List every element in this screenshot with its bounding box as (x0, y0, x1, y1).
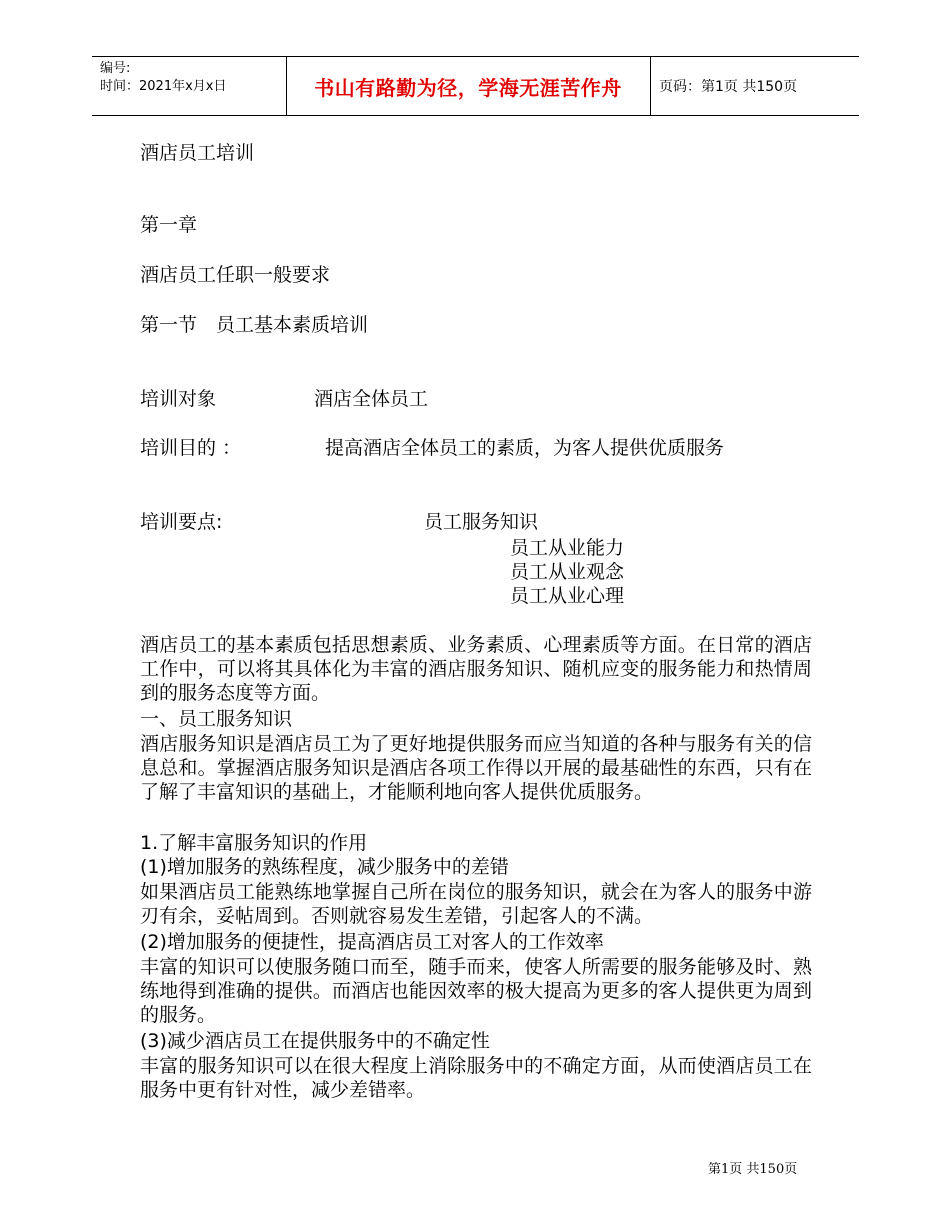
paragraph-service-knowledge: 酒店服务知识是酒店员工为了更好地提供服务而应当知道的各种与服务有关的信息总和。掌握酒店服务知识是酒店各项工作得以开展的最基础性的东西，只有在了解了丰富知识的基础上，才能顺利地向客人提供优质服务。 (140, 733, 812, 803)
training-point-item: 员工从业观念 (510, 561, 625, 583)
training-goal-value: 提高酒店全体员工的素质，为客人提供优质服务 (325, 437, 725, 459)
training-point-item: 员工从业能力 (510, 537, 625, 559)
paragraph-uncertainty: 丰富的服务知识可以在很大程度上消除服务中的不确定方面，从而使酒店员工在服务中更有针对性，减少差错率。 (140, 1055, 812, 1101)
intro-paragraph: 酒店员工的基本素质包括思想素质、业务素质、心理素质等方面。在日常的酒店工作中，可以将其具体化为丰富的酒店服务知识、随机应变的服务能力和热情周到的服务态度等方面。 (140, 634, 812, 704)
page-footer: 第1页 共150页 (708, 1162, 798, 1177)
header-meta (100, 60, 226, 96)
header-divider-right (650, 57, 651, 115)
subheading-uncertainty: (3)减少酒店员工在提供服务中的不确定性 (140, 1030, 490, 1052)
paragraph-proficiency: 如果酒店员工能熟练地掌握自己所在岗位的服务知识，就会在为客人的服务中游刃有余，妥帖周到。否则就容易发生差错，引起客人的不满。 (140, 881, 812, 927)
paragraph-convenience: 丰富的知识可以使服务随口而至，随手而来，使客人所需要的服务能够及时、熟练地得到准确的提供。而酒店也能因效率的极大提高为更多的客人提供更为周到的服务。 (140, 956, 812, 1026)
training-point-item: 员工服务知识 (424, 511, 539, 533)
subheading-convenience: (2)增加服务的便捷性，提高酒店员工对客人的工作效率 (140, 931, 604, 953)
training-target-label: 培训对象 (140, 388, 217, 410)
document-header (92, 56, 859, 116)
subheading-proficiency: (1)增加服务的熟练程度，减少服务中的差错 (140, 856, 509, 878)
training-target-value: 酒店全体员工 (314, 388, 429, 410)
section-title: 第一节 员工基本素质培训 (140, 314, 369, 336)
chapter-title: 酒店员工任职一般要求 (140, 264, 331, 286)
header-motto: 书山有路勤为径，学海无涯苦作舟 (314, 75, 622, 100)
document-title: 酒店员工培训 (140, 142, 255, 164)
chapter-number: 第一章 (140, 214, 198, 236)
training-points-label: 培训要点: (140, 511, 223, 533)
heading-service-knowledge: 一、员工服务知识 (140, 708, 293, 730)
subheading-knowledge-role: 1.了解丰富服务知识的作用 (140, 832, 368, 854)
time-label: 时间：2021年x月x日 (100, 79, 227, 94)
header-divider-left (286, 57, 287, 115)
code-label: 编号: (100, 61, 131, 76)
training-goal-label: 培训目的 ： (140, 437, 242, 459)
header-page-info: 页码：第1页 共150页 (659, 79, 798, 95)
training-point-item: 员工从业心理 (510, 585, 625, 607)
